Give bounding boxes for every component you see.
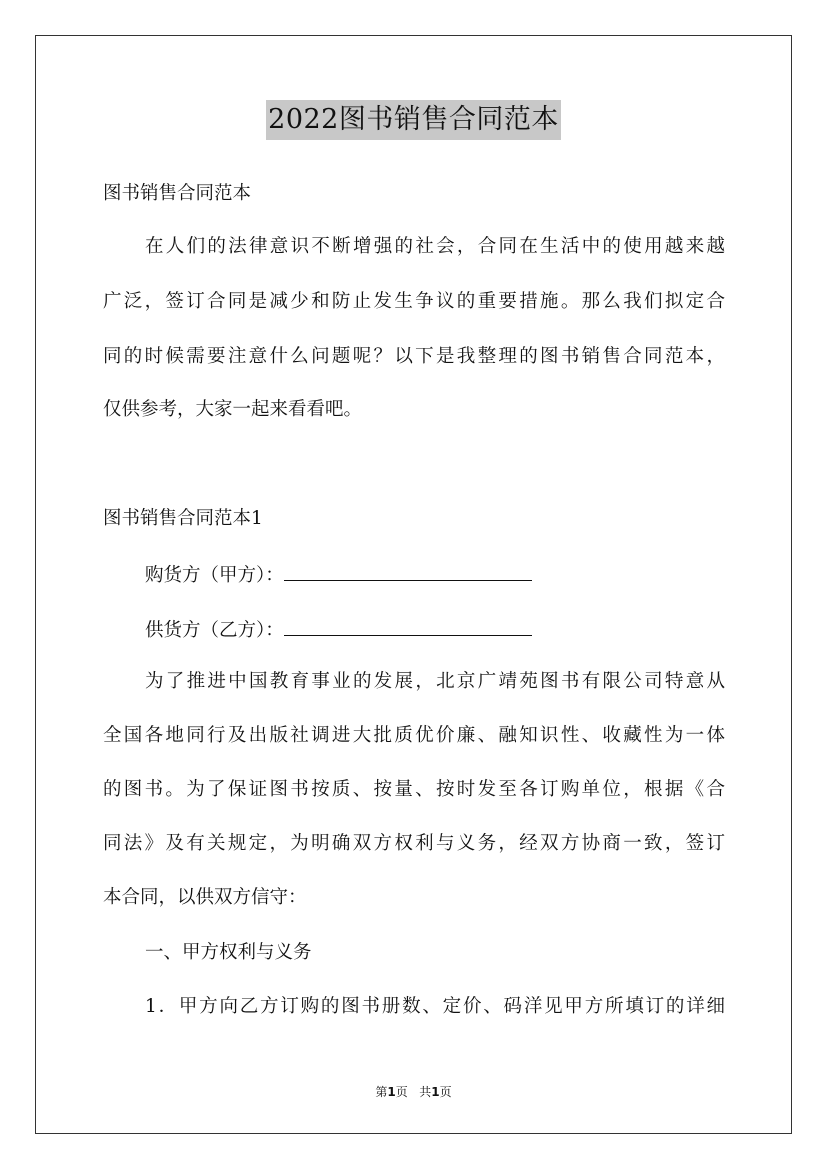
buyer-label: 购货方（甲方）： — [145, 565, 284, 586]
clause-1-line: 1．甲方向乙方订购的图书册数、定价、码洋见甲方所填订的详细 — [145, 996, 725, 1017]
title-container — [0, 100, 827, 140]
intro-line-1: 在人们的法律意识不断增强的社会，合同在生活中的使用越来越 — [145, 236, 725, 257]
footer-page-number: 1 — [387, 1085, 396, 1099]
purpose-line-4: 同法》及有关规定，为明确双方权利与义务，经双方协商一致，签订 — [103, 833, 725, 854]
footer-total-number: 1 — [431, 1085, 440, 1099]
footer-total-suffix: 页 — [439, 1085, 452, 1099]
purpose-line-5: 本合同，以供双方信守： — [103, 887, 307, 908]
buyer-blank — [284, 562, 532, 581]
footer-page-suffix: 页 — [395, 1085, 408, 1099]
footer-total-prefix: 共 — [419, 1085, 432, 1099]
seller-field — [145, 617, 532, 643]
intro-line-2: 广泛，签订合同是减少和防止发生争议的重要措施。那么我们拟定合 — [103, 291, 725, 312]
page-footer — [0, 1083, 827, 1100]
intro-line-4: 仅供参考，大家一起来看看吧。 — [103, 399, 363, 420]
intro-line-3: 同的时候需要注意什么问题呢？以下是我整理的图书销售合同范本， — [103, 346, 725, 367]
seller-label: 供货方（乙方）： — [145, 620, 284, 641]
clause-heading: 一、甲方权利与义务 — [145, 942, 312, 963]
section-heading: 图书销售合同范本1 — [103, 508, 263, 529]
footer-page-prefix: 第 — [375, 1085, 388, 1099]
purpose-line-3: 的图书。为了保证图书按质、按量、按时发至各订购单位，根据《合 — [103, 779, 725, 800]
buyer-field — [145, 562, 532, 588]
purpose-line-1: 为了推进中国教育事业的发展，北京广靖苑图书有限公司特意从 — [145, 671, 725, 692]
document-title: 2022图书销售合同范本 — [266, 100, 561, 140]
subtitle: 图书销售合同范本 — [103, 183, 252, 204]
seller-blank — [284, 617, 532, 636]
purpose-line-2: 全国各地同行及出版社调进大批质优价廉、融知识性、收藏性为一体 — [103, 725, 725, 746]
